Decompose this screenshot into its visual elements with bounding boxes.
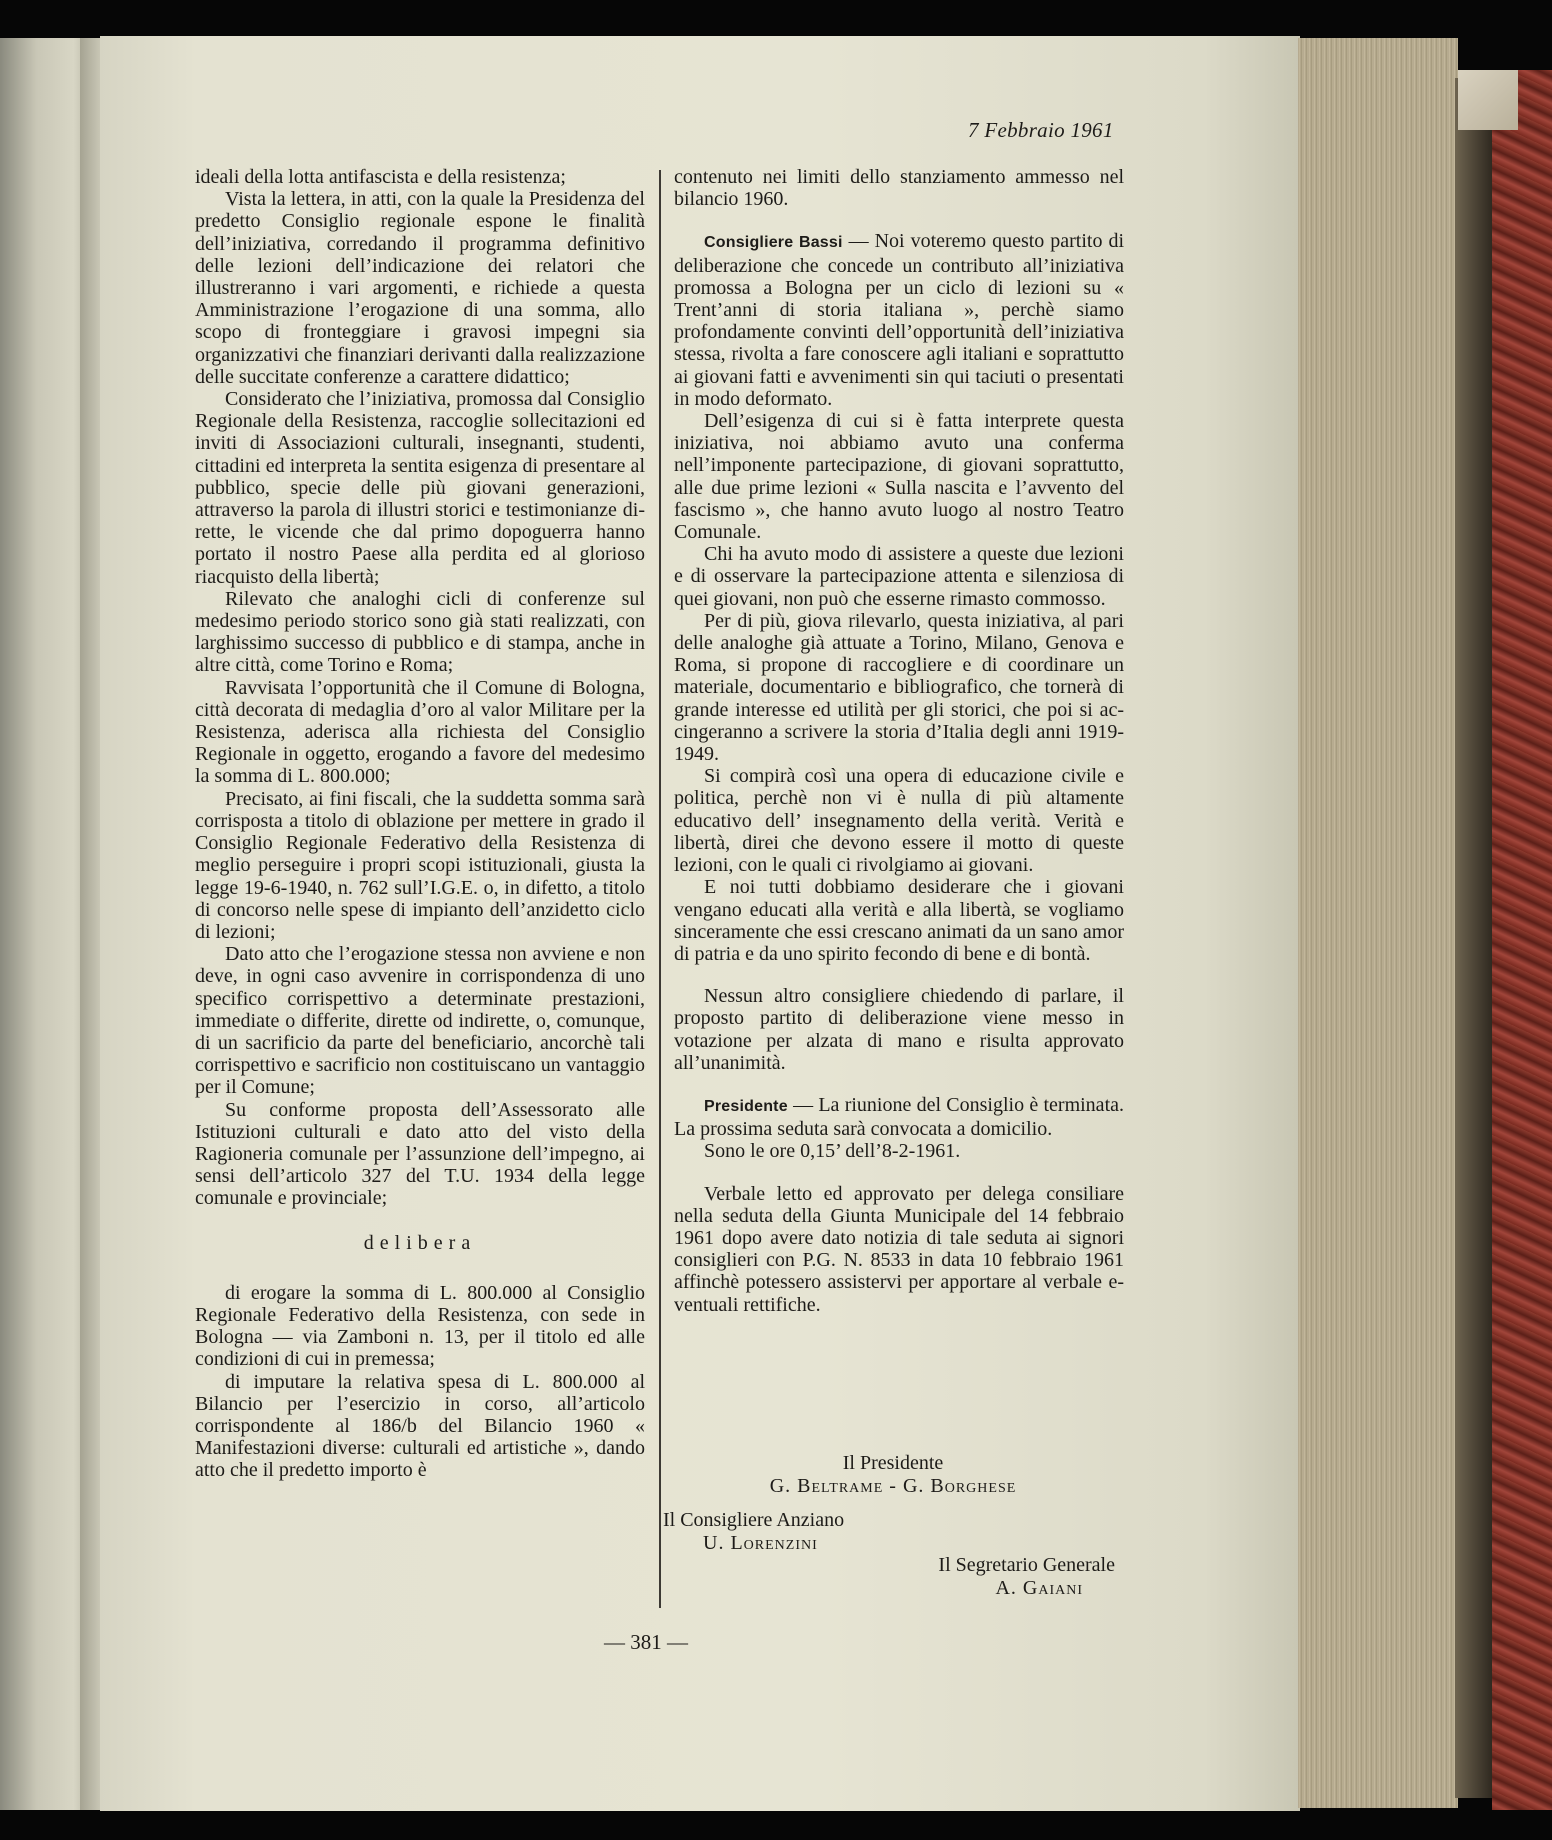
secretary-title: Il Segretario Generale (938, 1554, 1115, 1576)
header-date: 7 Febbraio 1961 (968, 118, 1114, 142)
paragraph: Si compirà così una opera di educazione civile e politica, perchè non vi è nulla di più altamente educativo dell’ insegnamento della verità. Verità e libertà, direi che devono essere il motto di queste lezioni, con le quali ci rivolgiamo ai giovani. (674, 765, 1124, 877)
speech-text: — Noi voteremo questo partito di deliberazione che concede un contributo all’iniziativa promossa a Bologna per un ciclo di lezioni su « Trent’anni di storia italiana », perchè siamo profondamente convinti dell’opportunità dell’iniziativa stessa, rivolta a fare conoscere agli italiani e soprattutto ai giovani fatti e avvenimenti sin qui taciuti o presentati in modo deformato. (674, 230, 1125, 410)
page-stack-edges (1298, 38, 1458, 1808)
paragraph: Verbale letto ed approvato per delega consiliare nella seduta della Giunta Municipale del 14 febbraio 1961 dopo avere dato notizia di tale seduta ai signori consiglieri con P.G. N. 8533 in data 10 febbraio 1961 affinchè potessero assistervi per apportare al verbale eventuali rettifiche. (674, 1182, 1124, 1316)
paragraph: contenuto nei limiti dello stanziamento ammesso nel bilancio 1960. (674, 166, 1124, 211)
speaker-name: Consigliere Bassi (704, 234, 843, 252)
paragraph: Sono le ore 0,15’ dell’8-2-1961. (704, 1140, 961, 1163)
paragraph: Su conforme proposta dell’Assessorato alle Istituzioni culturali e dato atto del visto della Ragioneria comunale per l’assunzione dell’impegno, ai sensi dell’articolo 327 del T.U. 1934 della legge comunale e provinciale; (195, 1098, 645, 1210)
signatures (663, 1452, 1123, 1599)
left-column (195, 166, 645, 1482)
anziano-title: Il Consigliere Anziano (663, 1509, 845, 1531)
left-page-edge (0, 38, 92, 1810)
paragraph: Nessun altro consigliere chiedendo di parlare, il proposto partito di deliberazione viene messo in votazione per alzata di mano e risulta approvato all’unanimità. (674, 985, 1124, 1074)
secretary-name: A. Gaiani (995, 1576, 1083, 1599)
speaker-name: Presidente (704, 1097, 788, 1115)
paragraph: di erogare la somma di L. 800.000 al Consiglio Regionale Federativo della Resistenza, con sede in Bologna — via Zamboni n. 13, per il titolo ed alle condizioni di cui in premessa; (195, 1281, 645, 1371)
paragraph: Vista la lettera, in atti, con la quale la Presidenza del predetto Consiglio regionale espone le finalità dell’iniziativa, corredando il programma definitivo delle lezioni dell’indicazione dei relatori che illustreranno i vari argomenti, e richiede a questa Amministrazione l’erogazione di una somma, allo scopo di fronteggiare i gravosi impegni sia organizzativi che finanziari derivanti dalla realizzazione delle succitate conferenze a carattere didattico; (195, 188, 645, 388)
president-names: G. Beltrame - G. Borghese (769, 1474, 1017, 1497)
speech-presidente (674, 1094, 1124, 1140)
paragraph: E noi tutti dobbiamo desiderare che i giovani vengano educati alla verità e alla libertà, se vogliamo sinceramente che essi crescano animati da un sano amor di patria e da uno spirito fecondo di bene e di bontà. (674, 876, 1124, 965)
paragraph: Dato atto che l’erogazione stessa non avviene e non deve, in ogni caso avvenire in corrispondenza di uno specifico corrispettivo a determinate prestazioni, immediate o differite, dirette od indirette, o, comunque, di un sacrificio da parte del beneficiario, ancorchè tali corrispettivo e sacrificio non costituiscano un vantaggio per il Comune; (195, 943, 645, 1099)
marbled-cover (1492, 70, 1552, 1810)
column-divider (659, 170, 661, 1608)
paragraph: Precisato, ai fini fiscali, che la suddetta somma sarà corrisposta a titolo di oblazione per mettere in grado il Consiglio Regionale Federativo della Resistenza di meglio perseguire i propri scopi istituzionali, giusta la legge 19-6-1940, n. 762 sull’I.G.E. o, in difetto, a titolo di concorso nelle spese di impianto dell’anzidetto ciclo di lezioni; (195, 787, 645, 943)
paragraph: Per di più, giova rilevarlo, questa iniziativa, al pari delle analoghe già attuate a Torino, Milano, Genova e Roma, si propone di raccogliere e di coordinare un materiale, documentario e bibliografico, che tornerà di grande interesse ed utilità per gli storici, che poi si accingeranno a scrivere la storia d’Italia degli anni 1919-1949. (674, 609, 1124, 766)
paragraph: Ravvisata l’opportunità che il Comune di Bologna, città decorata di medaglia d’oro al valor Militare per la Resistenza, aderisca alla richiesta del Consiglio Regionale in oggetto, erogando a favore del medesimo la somma di L. 800.000; (195, 676, 645, 788)
paragraph: Rilevato che analoghi cicli di conferenze sul medesimo periodo storico sono già stati realizzati, con larghissimo successo di pubblico e di stampa, anche in altre città, come Torino e Roma; (195, 587, 645, 677)
right-column (674, 166, 1124, 1316)
cover-corner (1458, 70, 1518, 130)
paragraph: Dell’esigenza di cui si è fatta interprete questa iniziativa, noi abbiamo avuto una conferma nell’imponente partecipazione, di giovani soprattutto, alle due prime lezioni « Sulla nascita e l’avvento del fascismo », che hanno avuto luogo al nostro Teatro Comunale. (674, 410, 1124, 544)
paragraph: Chi ha avuto modo di assistere a queste due lezioni e di osservare la partecipazione attenta e silenziosa di quei giovani, non può che esserne rimasto commosso. (674, 543, 1124, 610)
paragraph: di imputare la relativa spesa di L. 800.000 al Bilancio per l’esercizio in corso, all’articolo corrispondente al 186/b del Bilancio 1960 « Manifestazioni diverse: culturali ed artistiche », dando atto che il predetto importo è (195, 1370, 645, 1482)
president-title: Il Presidente (842, 1452, 944, 1474)
delibera-heading: delibera (363, 1231, 477, 1254)
paragraph: ideali della lotta antifascista e della resistenza; (195, 166, 566, 188)
page-number: — 381 — (604, 1630, 688, 1654)
speech-text: — La riunione del Consiglio è terminata. La prossima seduta sarà convocata a domicilio. (674, 1093, 1124, 1141)
page-stack-shadow (1455, 78, 1495, 1798)
speech-bassi (674, 230, 1124, 410)
anziano-name: U. Lorenzini (703, 1531, 818, 1554)
paragraph: Considerato che l’iniziativa, promossa dal Consiglio Regionale della Resistenza, raccoglie sollecitazioni ed inviti di Associazioni culturali, insegnanti, studenti, cittadini ed interpreta la sentita esigenza di presentare al pubblico, specie delle più giovani generazioni, attraverso la parola di illustri storici e testimonianze dirette, le vicende che dal primo dopoguerra hanno portato il nostro Paese alla perdita ed al glorioso riacquisto della libertà; (195, 388, 645, 588)
